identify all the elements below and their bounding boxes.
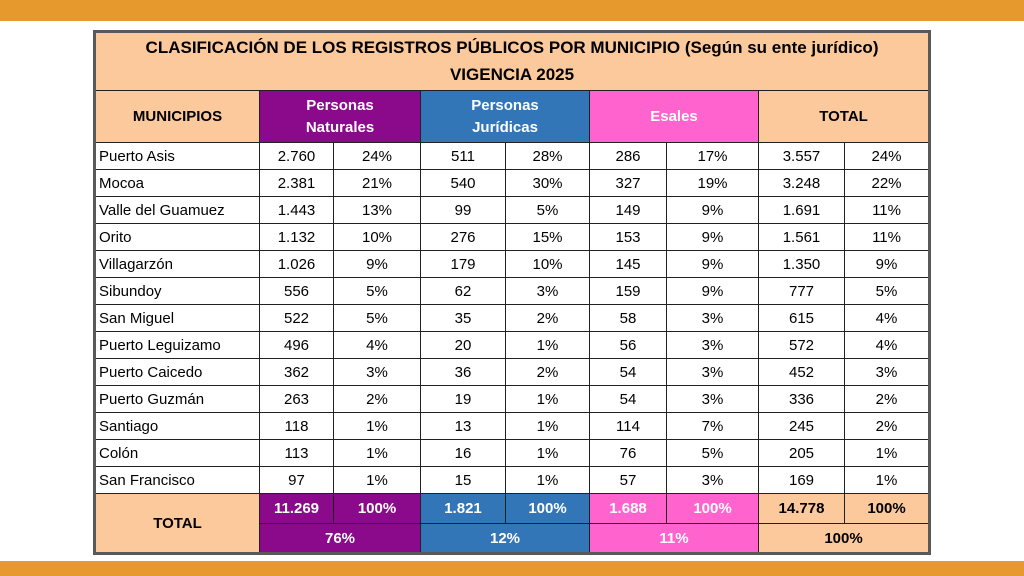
table-row xyxy=(95,413,930,440)
header-total: TOTAL xyxy=(759,91,930,143)
table-row xyxy=(95,386,930,413)
pj-count-cell: 276 xyxy=(421,224,506,251)
total-count-cell: 1.561 xyxy=(759,224,845,251)
total-count-cell: 169 xyxy=(759,467,845,494)
table-row xyxy=(95,251,930,278)
header-pj-line1: Personas xyxy=(471,96,539,114)
total-count-cell: 3.248 xyxy=(759,170,845,197)
total-pct-cell: 22% xyxy=(845,170,930,197)
title-line-1: CLASIFICACIÓN DE LOS REGISTROS PÚBLICOS POR MUNICIPIO (Según su ente jurídico) xyxy=(145,38,879,58)
total-grand-pct: 100% xyxy=(845,494,930,524)
table-title xyxy=(95,32,930,91)
table-row xyxy=(95,170,930,197)
total-count-cell: 452 xyxy=(759,359,845,386)
es-count-cell: 286 xyxy=(590,143,667,170)
es-pct-cell: 3% xyxy=(667,305,759,332)
pn-pct-cell: 4% xyxy=(334,332,421,359)
header-esales: Esales xyxy=(590,91,759,143)
pn-count-cell: 522 xyxy=(260,305,334,332)
es-pct-cell: 9% xyxy=(667,278,759,305)
total-count-cell: 336 xyxy=(759,386,845,413)
total-pct-cell: 5% xyxy=(845,278,930,305)
es-pct-cell: 9% xyxy=(667,224,759,251)
pj-pct-cell: 5% xyxy=(506,197,590,224)
pn-pct-cell: 21% xyxy=(334,170,421,197)
municipality-name: San Miguel xyxy=(95,305,260,332)
pn-pct-cell: 9% xyxy=(334,251,421,278)
es-pct-cell: 19% xyxy=(667,170,759,197)
total-pct-cell: 24% xyxy=(845,143,930,170)
header-row xyxy=(95,91,930,143)
title-row xyxy=(95,32,930,91)
pj-pct-cell: 1% xyxy=(506,467,590,494)
pj-count-cell: 13 xyxy=(421,413,506,440)
es-count-cell: 145 xyxy=(590,251,667,278)
municipality-name: Villagarzón xyxy=(95,251,260,278)
pj-count-cell: 62 xyxy=(421,278,506,305)
pn-pct-cell: 13% xyxy=(334,197,421,224)
title-line-2: VIGENCIA 2025 xyxy=(449,64,575,84)
es-count-cell: 153 xyxy=(590,224,667,251)
pj-pct-cell: 10% xyxy=(506,251,590,278)
es-pct-cell: 3% xyxy=(667,359,759,386)
es-pct-cell: 9% xyxy=(667,197,759,224)
es-count-cell: 114 xyxy=(590,413,667,440)
es-pct-cell: 17% xyxy=(667,143,759,170)
total-pct-cell: 1% xyxy=(845,467,930,494)
es-count-cell: 56 xyxy=(590,332,667,359)
pn-count-cell: 1.443 xyxy=(260,197,334,224)
es-count-cell: 57 xyxy=(590,467,667,494)
pn-count-cell: 97 xyxy=(260,467,334,494)
pn-pct-cell: 1% xyxy=(334,440,421,467)
table-row xyxy=(95,359,930,386)
es-count-cell: 58 xyxy=(590,305,667,332)
pn-pct-cell: 1% xyxy=(334,467,421,494)
es-pct-cell: 9% xyxy=(667,251,759,278)
pn-pct-cell: 2% xyxy=(334,386,421,413)
total-pn-pct: 100% xyxy=(334,494,421,524)
total-label: TOTAL xyxy=(95,494,260,554)
pj-count-cell: 16 xyxy=(421,440,506,467)
pj-pct-cell: 1% xyxy=(506,440,590,467)
municipality-name: Mocoa xyxy=(95,170,260,197)
total-pn-share: 76% xyxy=(260,524,421,554)
municipality-name: Puerto Asis xyxy=(95,143,260,170)
pn-count-cell: 556 xyxy=(260,278,334,305)
header-pj-line2: Jurídicas xyxy=(472,118,538,136)
table-row xyxy=(95,440,930,467)
total-count-cell: 777 xyxy=(759,278,845,305)
pn-count-cell: 118 xyxy=(260,413,334,440)
total-grand-count: 14.778 xyxy=(759,494,845,524)
es-count-cell: 327 xyxy=(590,170,667,197)
pj-pct-cell: 1% xyxy=(506,386,590,413)
es-count-cell: 54 xyxy=(590,386,667,413)
pj-count-cell: 35 xyxy=(421,305,506,332)
municipality-name: Colón xyxy=(95,440,260,467)
pj-pct-cell: 2% xyxy=(506,305,590,332)
total-row-counts xyxy=(95,494,930,524)
pn-pct-cell: 5% xyxy=(334,278,421,305)
pn-count-cell: 2.760 xyxy=(260,143,334,170)
pj-count-cell: 511 xyxy=(421,143,506,170)
total-count-cell: 245 xyxy=(759,413,845,440)
total-pct-cell: 1% xyxy=(845,440,930,467)
total-pct-cell: 3% xyxy=(845,359,930,386)
pj-pct-cell: 28% xyxy=(506,143,590,170)
total-pj-count: 1.821 xyxy=(421,494,506,524)
municipality-name: Puerto Guzmán xyxy=(95,386,260,413)
municipality-name: Sibundoy xyxy=(95,278,260,305)
total-es-share: 11% xyxy=(590,524,759,554)
pj-pct-cell: 1% xyxy=(506,332,590,359)
pn-pct-cell: 24% xyxy=(334,143,421,170)
es-pct-cell: 3% xyxy=(667,332,759,359)
header-pn-line2: Naturales xyxy=(305,118,375,136)
total-pct-cell: 4% xyxy=(845,332,930,359)
table-row xyxy=(95,224,930,251)
es-pct-cell: 3% xyxy=(667,386,759,413)
bottom-accent-bar xyxy=(0,561,1024,576)
total-count-cell: 572 xyxy=(759,332,845,359)
municipality-name: Orito xyxy=(95,224,260,251)
pn-pct-cell: 5% xyxy=(334,305,421,332)
es-count-cell: 76 xyxy=(590,440,667,467)
total-count-cell: 1.691 xyxy=(759,197,845,224)
municipality-name: Santiago xyxy=(95,413,260,440)
header-pn-line1: Personas xyxy=(306,96,374,114)
total-pct-cell: 9% xyxy=(845,251,930,278)
pj-count-cell: 540 xyxy=(421,170,506,197)
table-row xyxy=(95,197,930,224)
pj-pct-cell: 1% xyxy=(506,413,590,440)
pj-pct-cell: 15% xyxy=(506,224,590,251)
es-pct-cell: 3% xyxy=(667,467,759,494)
table-row xyxy=(95,305,930,332)
pj-count-cell: 36 xyxy=(421,359,506,386)
pj-pct-cell: 30% xyxy=(506,170,590,197)
total-es-count: 1.688 xyxy=(590,494,667,524)
table-row xyxy=(95,332,930,359)
total-count-cell: 1.350 xyxy=(759,251,845,278)
municipality-name: Puerto Leguizamo xyxy=(95,332,260,359)
total-pj-pct: 100% xyxy=(506,494,590,524)
total-pct-cell: 11% xyxy=(845,224,930,251)
total-grand-share: 100% xyxy=(759,524,930,554)
municipality-name: San Francisco xyxy=(95,467,260,494)
pj-count-cell: 20 xyxy=(421,332,506,359)
header-personas-naturales xyxy=(260,91,421,143)
pn-pct-cell: 3% xyxy=(334,359,421,386)
pn-pct-cell: 10% xyxy=(334,224,421,251)
header-municipios: MUNICIPIOS xyxy=(95,91,260,143)
table-row xyxy=(95,467,930,494)
total-count-cell: 205 xyxy=(759,440,845,467)
pn-count-cell: 113 xyxy=(260,440,334,467)
total-pj-share: 12% xyxy=(421,524,590,554)
top-accent-bar xyxy=(0,0,1024,21)
total-count-cell: 3.557 xyxy=(759,143,845,170)
pn-count-cell: 1.132 xyxy=(260,224,334,251)
es-count-cell: 159 xyxy=(590,278,667,305)
es-pct-cell: 7% xyxy=(667,413,759,440)
total-es-pct: 100% xyxy=(667,494,759,524)
pj-count-cell: 15 xyxy=(421,467,506,494)
total-pct-cell: 4% xyxy=(845,305,930,332)
total-pct-cell: 11% xyxy=(845,197,930,224)
total-pn-count: 11.269 xyxy=(260,494,334,524)
pj-pct-cell: 3% xyxy=(506,278,590,305)
es-count-cell: 149 xyxy=(590,197,667,224)
pj-count-cell: 99 xyxy=(421,197,506,224)
municipality-name: Valle del Guamuez xyxy=(95,197,260,224)
pn-pct-cell: 1% xyxy=(334,413,421,440)
pj-count-cell: 179 xyxy=(421,251,506,278)
pn-count-cell: 2.381 xyxy=(260,170,334,197)
pn-count-cell: 263 xyxy=(260,386,334,413)
total-count-cell: 615 xyxy=(759,305,845,332)
table-row xyxy=(95,278,930,305)
pj-count-cell: 19 xyxy=(421,386,506,413)
pn-count-cell: 362 xyxy=(260,359,334,386)
total-pct-cell: 2% xyxy=(845,386,930,413)
pj-pct-cell: 2% xyxy=(506,359,590,386)
registros-publicos-table xyxy=(93,30,931,555)
table-row xyxy=(95,143,930,170)
total-pct-cell: 2% xyxy=(845,413,930,440)
header-personas-juridicas xyxy=(421,91,590,143)
es-count-cell: 54 xyxy=(590,359,667,386)
pn-count-cell: 1.026 xyxy=(260,251,334,278)
pn-count-cell: 496 xyxy=(260,332,334,359)
es-pct-cell: 5% xyxy=(667,440,759,467)
municipality-name: Puerto Caicedo xyxy=(95,359,260,386)
